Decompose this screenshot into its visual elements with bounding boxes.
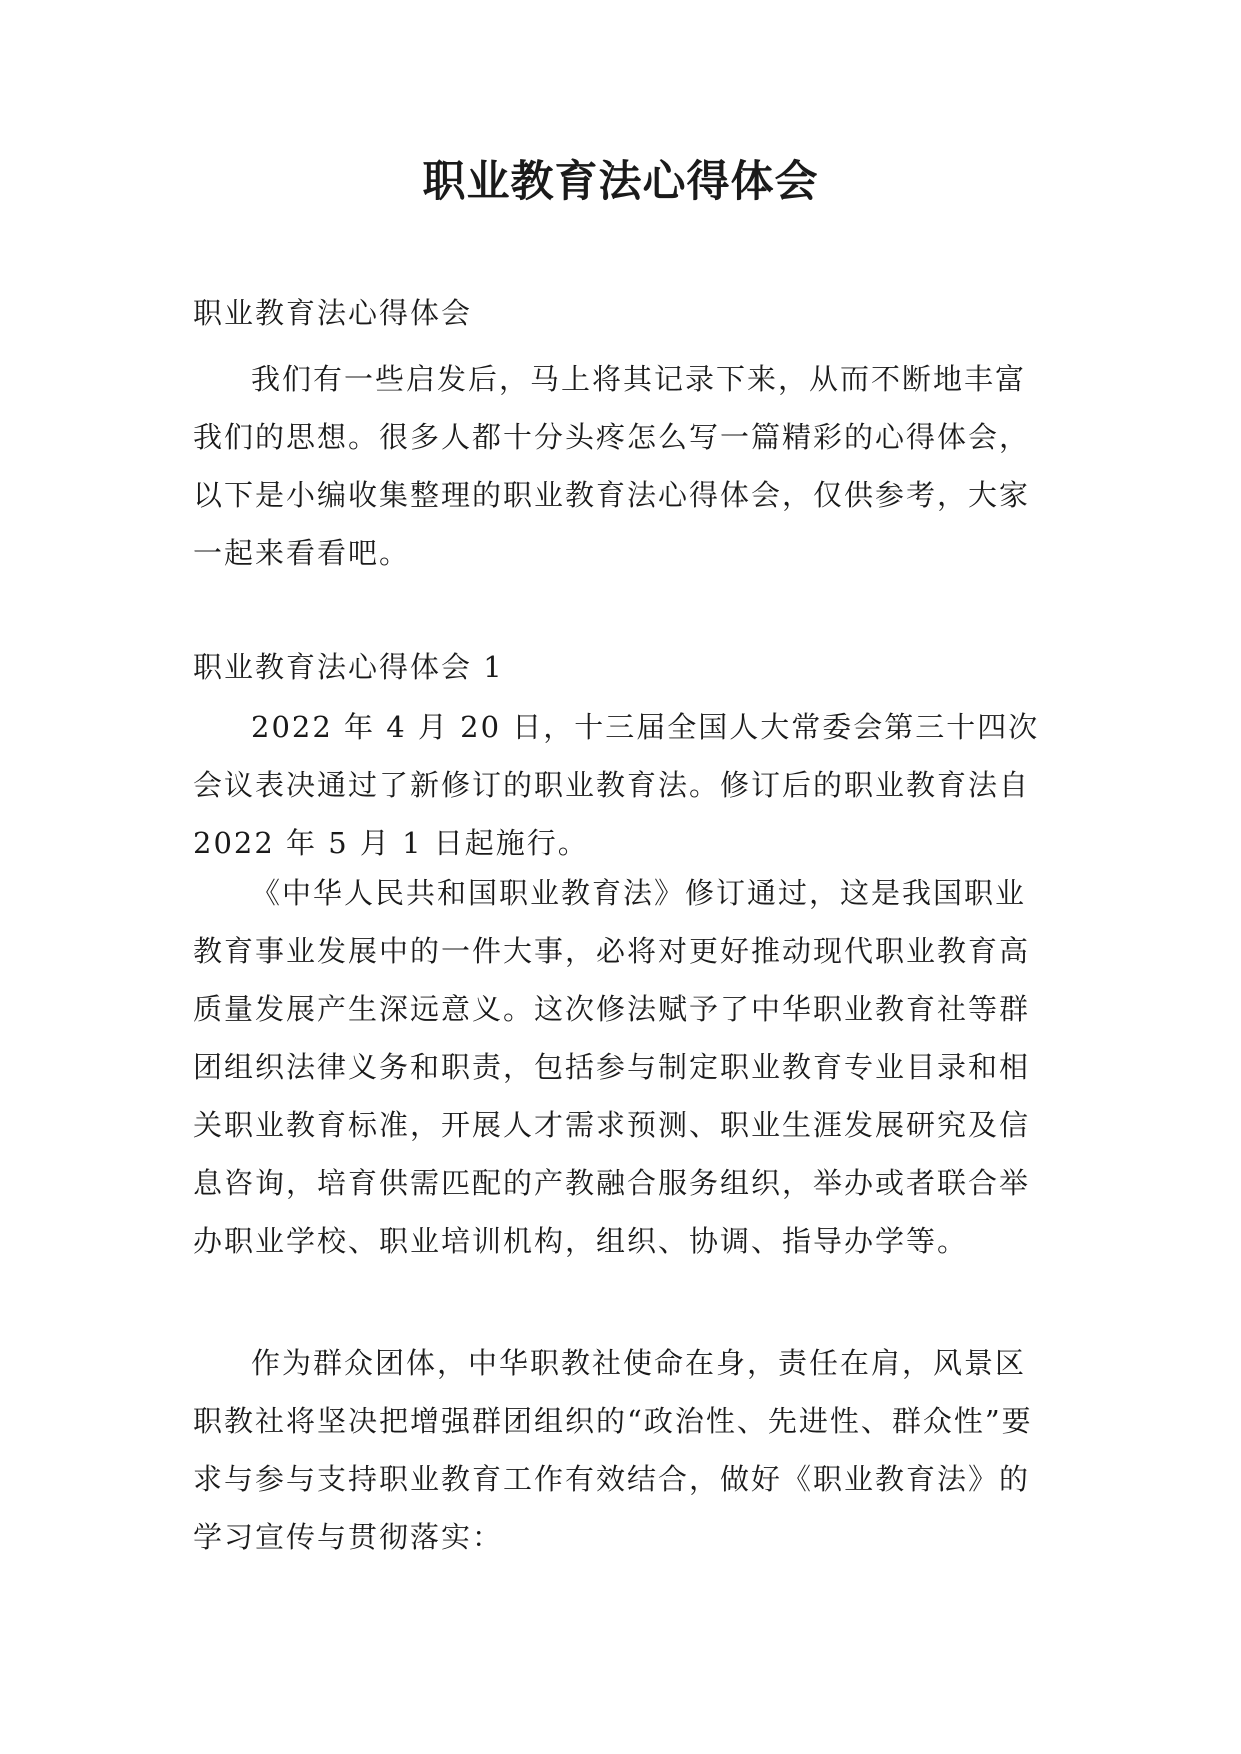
document-title: 职业教育法心得体会 bbox=[422, 157, 819, 207]
section-heading: 职业教育法心得体会 1 bbox=[193, 650, 504, 684]
section-paragraph: 作为群众团体，中华职教社使命在身，责任在肩，风景区职教社将坚决把增强群团组织的“政治性、先进性、群众性”要求与参与支持职业教育工作有效结合，做好《职业教育法》的学习宣传与贯彻落实： bbox=[193, 1346, 1033, 1554]
section-paragraph: 《中华人民共和国职业教育法》修订通过，这是我国职业教育事业发展中的一件大事，必将对更好推动现代职业教育高质量发展产生深远意义。这次修法赋予了中华职业教育社等群团组织法律义务和职责，包括参与制定职业教育专业目录和相关职业教育标准，开展人才需求预测、职业生涯发展研究及信息咨询，培育供需匹配的产教融合服务组织，举办或者联合举办职业学校、职业培训机构，组织、协调、指导办学等。 bbox=[193, 876, 1031, 1258]
section-paragraph: 2022 年 4 月 20 日，十三届全国人大常委会第三十四次会议表决通过了新修订的职业教育法。修订后的职业教育法自 2022 年 5 月 1 日起施行。 bbox=[193, 710, 1040, 860]
intro-heading: 职业教育法心得体会 bbox=[193, 296, 473, 330]
intro-paragraph: 我们有一些启发后，马上将其记录下来，从而不断地丰富我们的思想。很多人都十分头疼怎么写一篇精彩的心得体会，以下是小编收集整理的职业教育法心得体会，仅供参考，大家一起来看看吧。 bbox=[193, 362, 1031, 570]
